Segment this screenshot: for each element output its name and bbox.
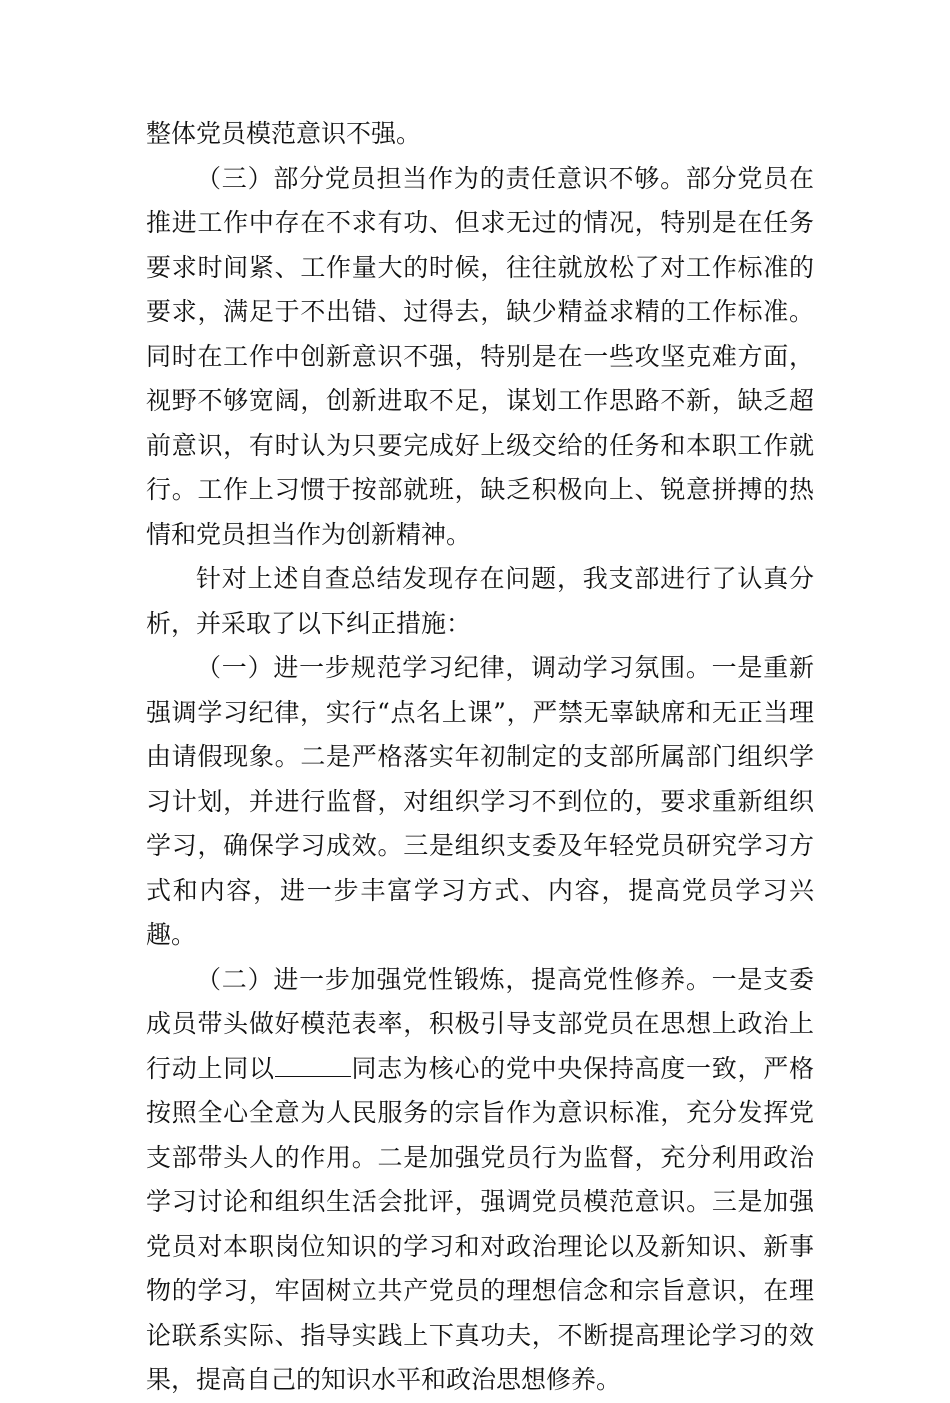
fill-in-blank-line (275, 1054, 351, 1077)
paragraph-item-three: （三）部分党员担当作为的责任意识不够。部分党员在推进工作中存在不求有功、但求无过的情况，特别是在任务要求时间紧、工作量大的时候，往往就放松了对工作标准的要求，满足于不出错、过得去，缺少精益求精的工作标准。同时在工作中创新意识不强，特别是在一些攻坚克难方面，视野不够宽阔，创新进取不足，谋划工作思路不新，缺乏超前意识，有时认为只要完成好上级交给的任务和本职工作就行。工作上习惯于按部就班，缺乏积极向上、锐意拼搏的热情和党员担当作为创新精神。 (146, 163, 814, 549)
paragraph-analysis-intro: 针对上述自查总结发现存在问题，我支部进行了认真分析，并采取了以下纠正措施： (146, 564, 814, 638)
measure-two-text-after-blank: 同志为核心的党中央保持高度一致，严格按照全心全意为人民服务的宗旨作为意识标准，充分发挥党支部带头人的作用。二是加强党员行为监督，充分利用政治学习讨论和组织生活会批评，强调党员模范意识。三是加强党员对本职岗位知识的学习和对政治理论以及新知识、新事物的学习，牢固树立共产党员的理想信念和宗旨意识，在理论联系实际、指导实践上下真功夫，不断提高理论学习的效果，提高自己的知识水平和政治思想修养。 (146, 1053, 814, 1394)
paragraph-measure-one: （一）进一步规范学习纪律，调动学习氛围。一是重新强调学习纪律，实行“点名上课”，严禁无辜缺席和无正当理由请假现象。二是严格落实年初制定的支部所属部门组织学习计划，并进行监督，对组织学习不到位的，要求重新组织学习，确保学习成效。三是组织支委及年轻党员研究学习方式和内容，进一步丰富学习方式、内容，提高党员学习兴趣。 (146, 653, 814, 949)
document-page (146, 112, 814, 1403)
paragraph-continuation: 整体党员模范意识不强。 (146, 119, 422, 148)
paragraph-measure-two (146, 958, 814, 1403)
measure-two-text-before-blank: （二）进一步加强党性锻炼，提高党性修养。一是支委成员带头做好模范表率，积极引导支部党员在思想上政治上行动上同以 (146, 964, 814, 1083)
